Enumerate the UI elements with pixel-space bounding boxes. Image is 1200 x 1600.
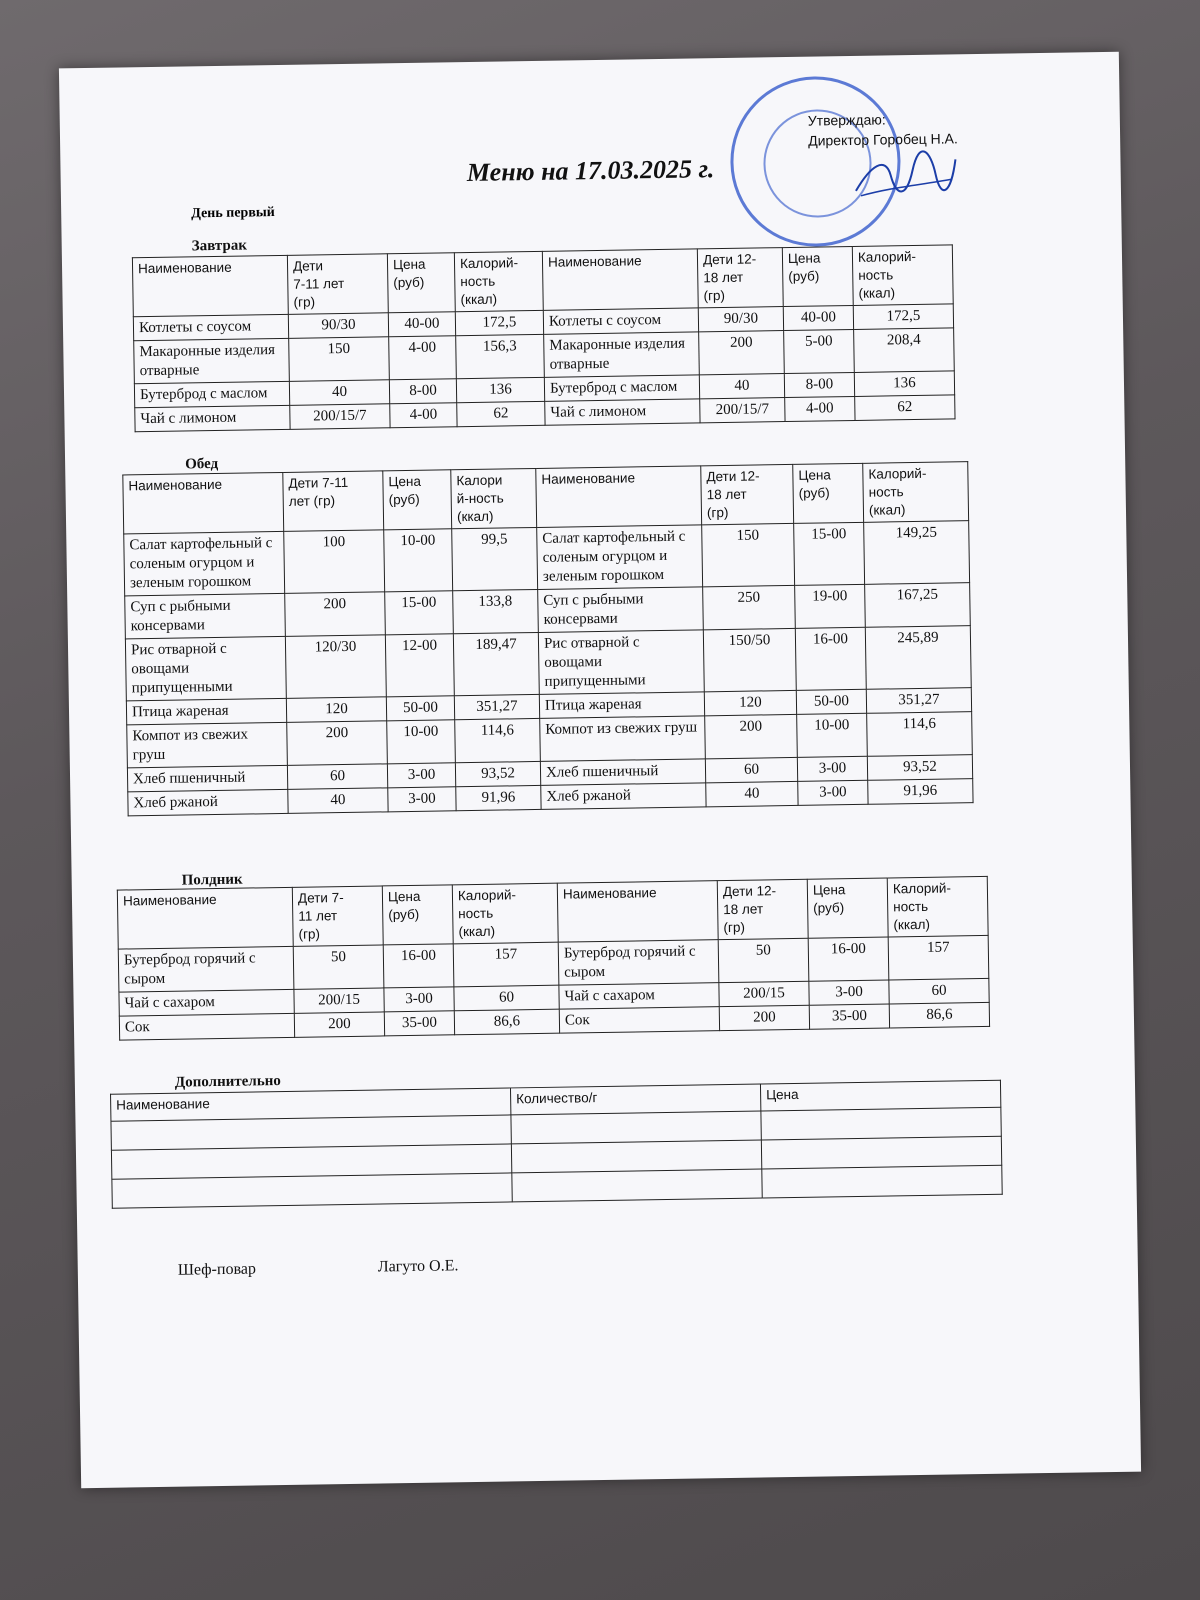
header-calories: Калорий- ность (ккал) [863,462,969,523]
portion-7-11: 200 [294,1012,384,1037]
breakfast-table [132,244,956,432]
price-7-11: 12-00 [385,634,454,697]
table-cell [112,1173,512,1208]
calories-7-11: 114,6 [455,718,541,762]
price-7-11: 35-00 [384,1011,454,1036]
dish-name: Макаронные изделия отварные [544,332,700,377]
price-7-11: 40-00 [388,312,455,337]
header-price: Цена (руб) [807,878,888,938]
dish-name: Бутерброд горячий с сыром [558,940,719,986]
dish-name: Птица жареная [539,692,704,719]
portion-7-11: 200/15/7 [290,404,390,430]
header-calories: Калорий- ность (ккал) [454,251,543,311]
dish-name: Бутерброд с маслом [134,381,289,407]
dish-name: Чай с лимоном [545,399,700,425]
header-name: Наименование [536,466,702,528]
portion-7-11: 120 [286,697,386,723]
approval-label: Утверждаю: [807,111,886,129]
calories-12-18: 60 [889,978,989,1004]
price-12-18: 50-00 [796,689,866,714]
dish-name: Котлеты с соусом [133,314,288,340]
portion-12-18: 250 [703,585,796,629]
page-title: Меню на 17.03.2025 г. [466,154,715,188]
price-12-18: 15-00 [794,522,865,585]
calories-12-18: 136 [854,371,954,397]
calories-7-11: 172,5 [455,310,543,335]
calories-7-11: 99,5 [452,527,538,590]
calories-7-11: 156,3 [456,334,545,378]
header-kids-big: Дети 12- 18 лет (гр) [701,464,794,524]
dish-name: Чай с сахаром [119,989,294,1016]
price-12-18: 3-00 [809,980,889,1005]
table-cell [512,1169,762,1202]
price-7-11: 15-00 [385,591,454,635]
price-7-11: 50-00 [386,696,454,721]
portion-7-11: 40 [289,380,389,406]
header-kids-small: Дети 7-11 лет (гр) [287,254,388,315]
dish-name: Компот из свежих груш [127,722,288,768]
dish-name: Рис отварной с овощами припущенными [125,636,286,701]
calories-12-18: 208,4 [854,328,955,373]
footer-role: Шеф-повар [177,1260,257,1279]
portion-12-18: 200 [705,714,798,758]
price-7-11: 16-00 [383,944,454,988]
header-price: Цена (руб) [382,885,453,945]
table-cell [511,1111,761,1144]
snack-table [117,876,990,1041]
table-cell [511,1140,761,1173]
header-name: Наименование [117,887,293,949]
day-label: День первый [191,205,275,222]
calories-7-11: 136 [456,377,544,402]
dish-name: Суп с рыбными консервами [538,587,704,633]
calories-12-18: 157 [888,935,989,980]
snack-title: Полдник [181,871,243,889]
portion-7-11: 200/15 [294,988,384,1013]
portion-12-18: 200/15/7 [700,398,785,423]
calories-7-11: 157 [453,942,559,987]
header-quantity: Количество/г [510,1084,760,1115]
approval-director: Директор Горобец Н.А. [808,130,958,149]
portion-12-18: 150/50 [703,628,796,691]
dish-name: Бутерброд горячий с сыром [118,946,294,992]
portion-7-11: 50 [293,945,384,989]
portion-7-11: 150 [289,337,390,382]
price-7-11: 3-00 [387,763,455,788]
calories-12-18: 351,27 [866,688,971,714]
extra-table [110,1080,1003,1209]
portion-12-18: 150 [702,523,795,586]
portion-12-18: 200 [699,331,785,375]
footer-person: Лагуто О.Е. [377,1257,459,1276]
table-cell [761,1136,1001,1169]
dish-name: Хлеб пшеничный [127,765,287,792]
header-name: Наименование [542,249,698,310]
dish-name: Рис отварной с овощами припущенными [538,630,704,695]
dish-name: Компот из свежих груш [540,716,706,762]
header-calories: Калорий- ность (ккал) [852,245,953,306]
price-7-11: 8-00 [389,379,456,404]
dish-name: Чай с лимоном [135,405,290,431]
price-12-18: 8-00 [784,372,854,397]
calories-7-11: 91,96 [456,785,541,810]
dish-name: Сок [119,1013,294,1040]
price-12-18: 10-00 [797,713,868,757]
extra-title: Дополнительно [174,1073,281,1091]
dish-name: Суп с рыбными консервами [125,593,286,639]
calories-12-18: 172,5 [853,304,953,330]
header-price: Цена (руб) [383,470,452,530]
header-name: Наименование [557,881,718,943]
price-7-11: 3-00 [388,787,456,812]
portion-12-18: 40 [706,781,798,806]
lunch-title: Обед [185,455,219,473]
price-12-18: 16-00 [808,937,889,981]
price-12-18: 5-00 [784,329,855,373]
price-12-18: 16-00 [795,627,866,690]
header-kids-small: Дети 7- 11 лет (гр) [292,886,383,946]
header-price: Цена (руб) [793,463,864,523]
header-calories: Калорий- ность (ккал) [452,883,558,944]
header-kids-small: Дети 7-11 лет (гр) [283,471,384,532]
calories-7-11: 86,6 [454,1009,559,1035]
dish-name: Хлеб пшеничный [540,759,705,786]
dish-name: Птица жареная [126,698,286,725]
price-12-18: 4-00 [785,396,855,421]
header-kids-big: Дети 12- 18 лет (гр) [697,248,783,308]
price-12-18: 40-00 [783,305,853,330]
portion-12-18: 120 [704,690,796,715]
menu-sheet [59,52,1141,1488]
calories-12-18: 245,89 [865,626,971,690]
price-12-18: 3-00 [798,780,868,805]
header-name: Наименование [111,1088,511,1121]
portion-7-11: 100 [284,530,385,594]
portion-12-18: 50 [718,938,809,982]
portion-7-11: 90/30 [288,313,388,339]
portion-7-11: 60 [287,764,387,790]
calories-12-18: 149,25 [864,521,970,585]
header-calories: Калори й-ность (ккал) [451,468,537,528]
price-12-18: 19-00 [795,584,866,628]
calories-12-18: 86,6 [889,1002,989,1028]
dish-name: Салат картофельный с соленым огурцом и зеленым горошком [124,531,285,596]
portion-12-18: 90/30 [698,307,783,332]
calories-7-11: 60 [454,985,559,1011]
dish-name: Салат картофельный с соленым огурцом и зеленым горошком [537,525,703,590]
header-name: Наименование [132,255,288,316]
price-7-11: 3-00 [384,987,454,1012]
dish-name: Бутерброд с маслом [544,375,699,401]
price-12-18: 3-00 [797,756,867,781]
portion-12-18: 200 [719,1005,809,1030]
price-7-11: 10-00 [387,720,456,764]
dish-name: Котлеты с соусом [543,308,698,334]
dish-name: Хлеб ржаной [128,789,288,816]
price-7-11: 10-00 [384,529,453,592]
header-name: Наименование [123,472,284,534]
calories-7-11: 189,47 [453,632,539,695]
calories-12-18: 114,6 [867,712,973,757]
header-price: Цена (руб) [387,253,455,313]
portion-7-11: 200 [285,592,386,637]
price-7-11: 4-00 [390,403,457,428]
portion-12-18: 60 [705,757,797,782]
calories-12-18: 62 [855,395,955,421]
calories-7-11: 351,27 [454,694,539,719]
approval-block [808,108,958,150]
price-12-18: 35-00 [809,1004,889,1029]
calories-7-11: 93,52 [455,761,540,786]
dish-name: Чай с сахаром [559,983,719,1010]
portion-7-11: 120/30 [285,635,386,699]
header-calories: Калорий- ность (ккал) [887,876,988,937]
calories-7-11: 62 [457,401,545,426]
calories-12-18: 91,96 [868,779,973,805]
header-kids-big: Дети 12- 18 лет (гр) [717,879,808,939]
table-cell [762,1165,1002,1198]
price-7-11: 4-00 [389,336,457,380]
dish-name: Макаронные изделия отварные [134,338,290,383]
calories-7-11: 133,8 [453,589,539,633]
lunch-table [122,461,973,816]
header-price: Цена (руб) [782,246,853,306]
portion-7-11: 40 [288,788,388,814]
portion-12-18: 40 [699,374,784,399]
breakfast-title: Завтрак [191,237,248,255]
portion-12-18: 200/15 [719,981,809,1006]
calories-12-18: 93,52 [867,755,972,781]
table-cell [761,1107,1001,1140]
header-price: Цена [760,1080,1000,1111]
calories-12-18: 167,25 [865,583,971,628]
dish-name: Хлеб ржаной [541,783,706,810]
dish-name: Сок [559,1007,719,1034]
portion-7-11: 200 [287,721,388,766]
